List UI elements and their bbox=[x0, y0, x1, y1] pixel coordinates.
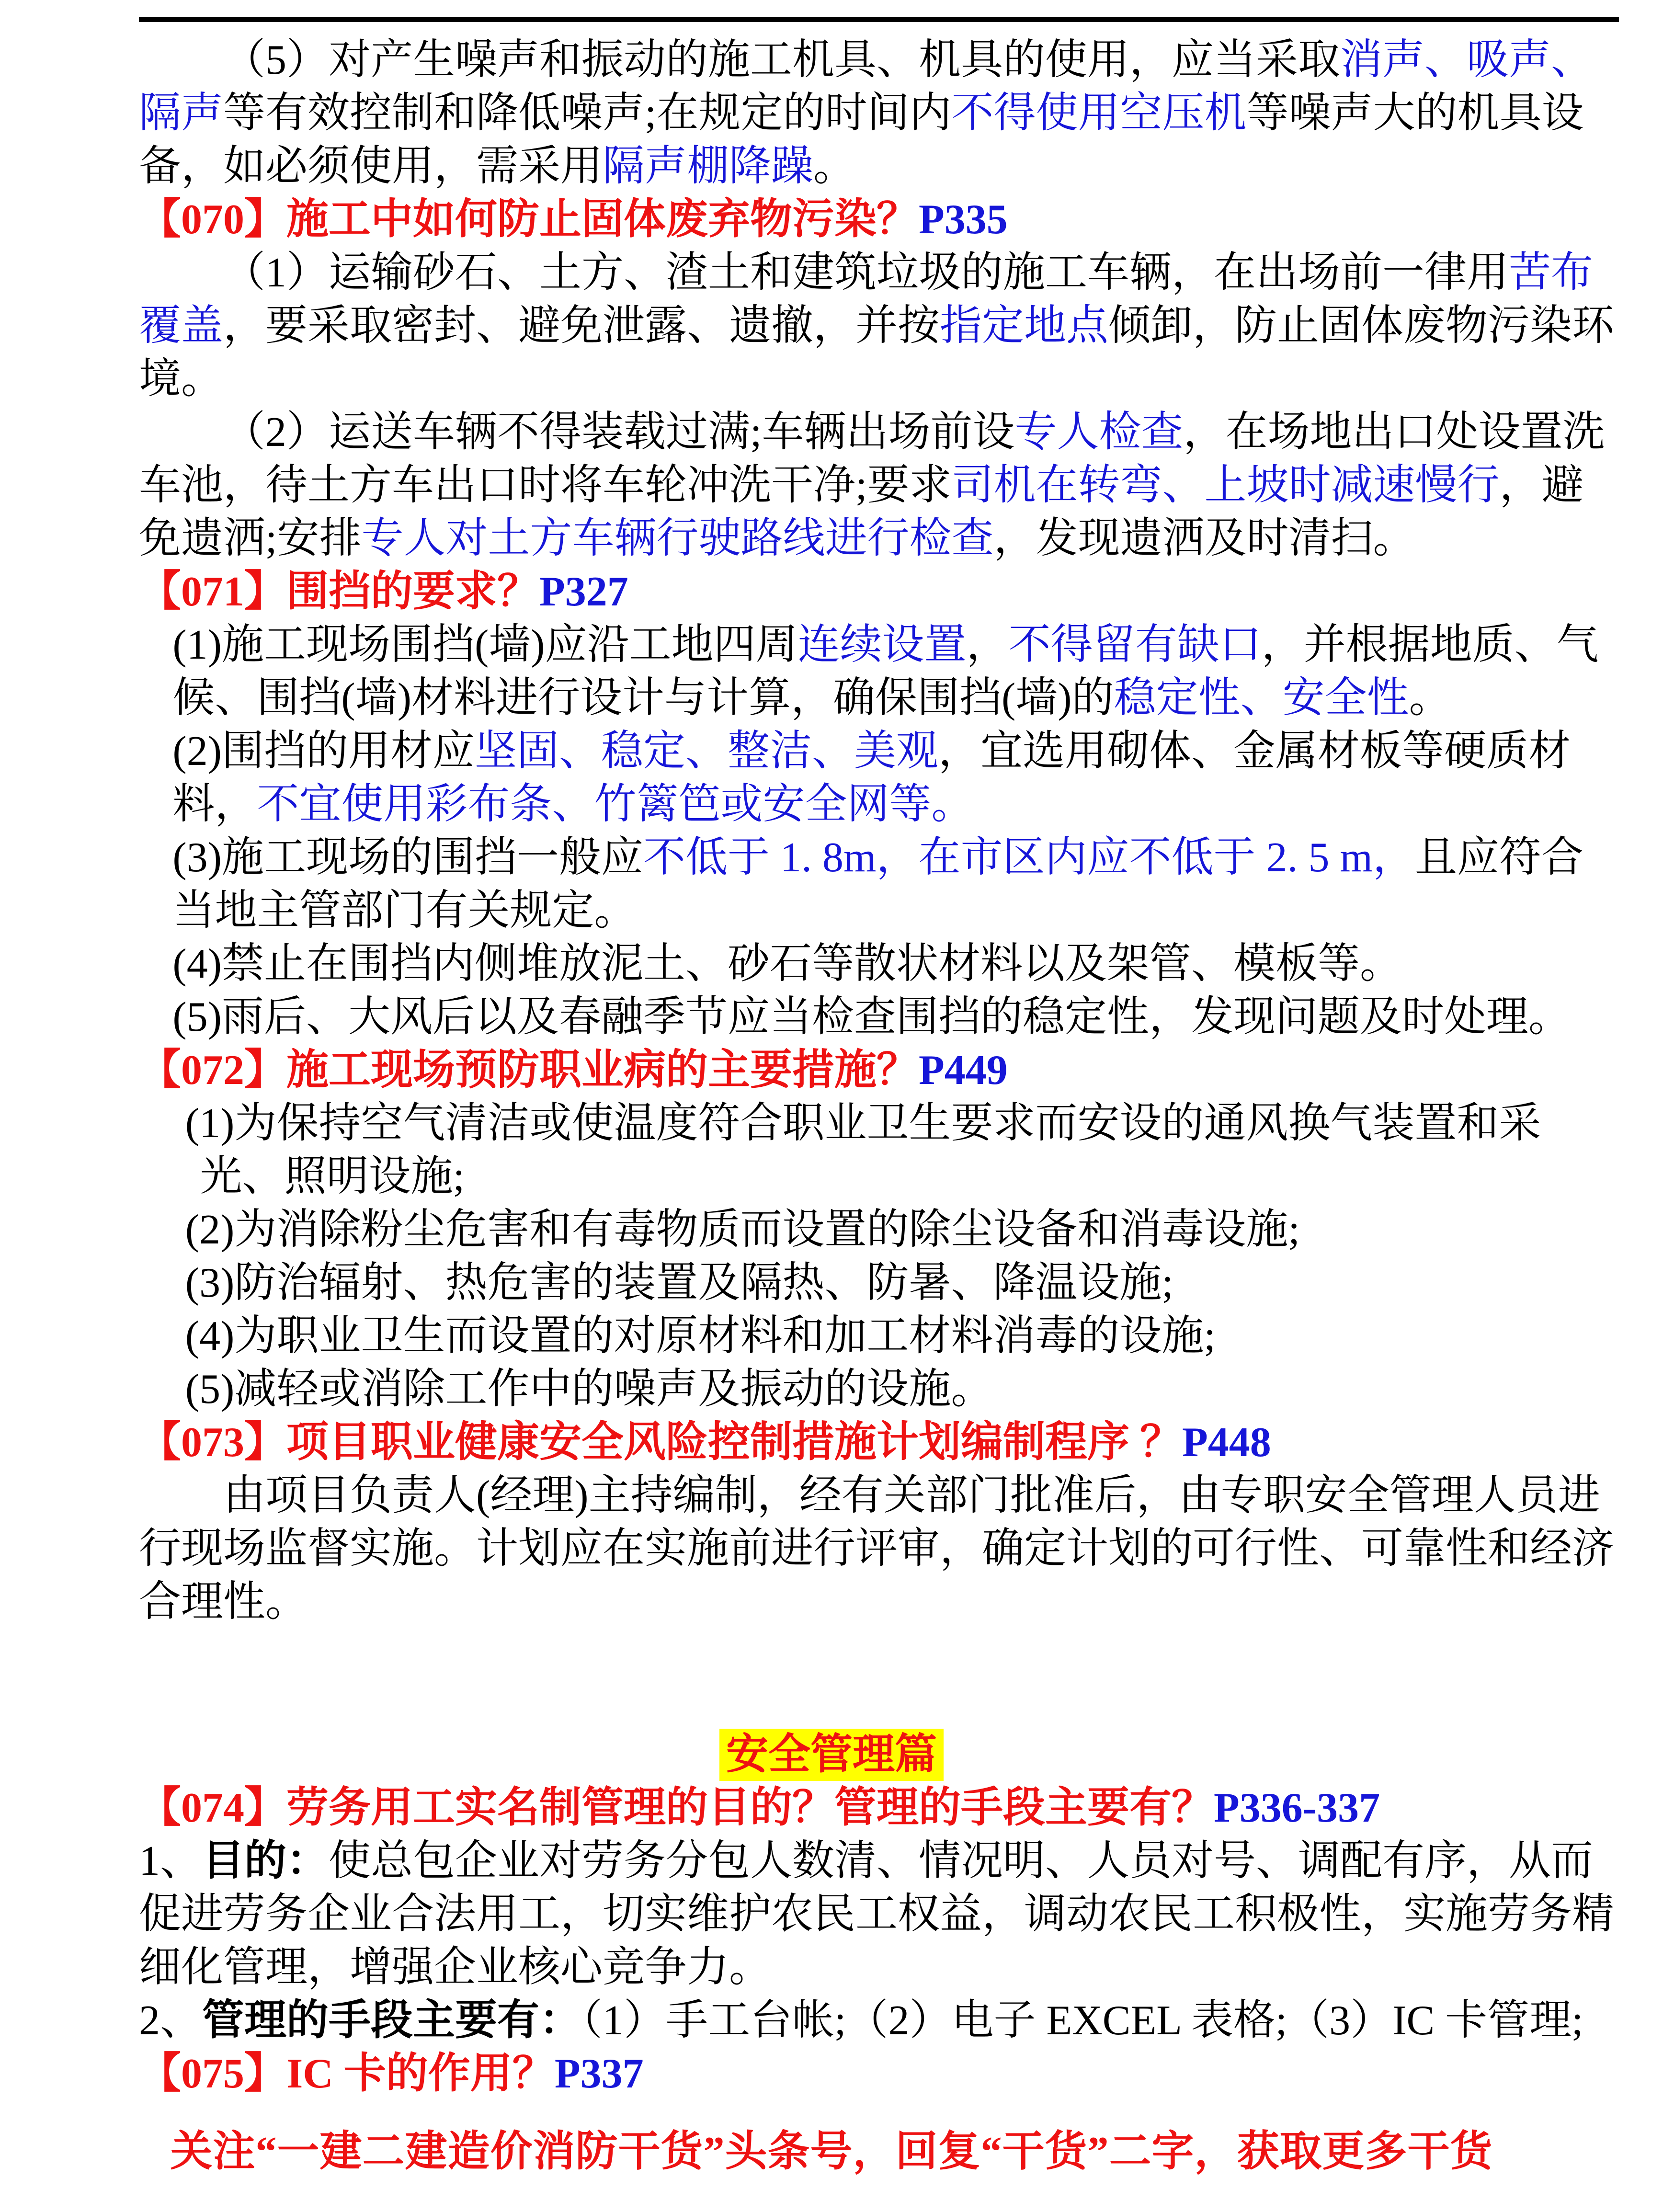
text-segment: 稳定性、安全性 bbox=[1114, 675, 1409, 721]
para-072-item-2 bbox=[139, 1203, 1619, 1256]
text-segment: 【074】劳务用工实名制管理的目的？管理的手段主要有？ bbox=[139, 1785, 1214, 1831]
para-072-item-4 bbox=[139, 1310, 1619, 1363]
heading-074 bbox=[139, 1781, 1619, 1835]
text-segment: 【072】施工现场预防职业病的主要措施？ bbox=[139, 1047, 919, 1094]
text-segment: (1)为保持空气清洁或使温度符合职业卫生要求而安设的通风换气装置和采光、照明设施; bbox=[185, 1100, 1541, 1200]
para-072-item-1 bbox=[139, 1097, 1619, 1203]
text-segment: 由项目负责人(经理)主持编制，经有关部门批准后，由专职安全管理人员进行现场监督实施。计划应在实施前进行评审，确定计划的可行性、可靠性和经济合理性。 bbox=[139, 1472, 1615, 1625]
text-segment: 不低于 1. 8m，在市区内应不低于 2. 5 m， bbox=[643, 834, 1415, 881]
top-rule bbox=[139, 17, 1619, 22]
heading-070 bbox=[139, 193, 1619, 246]
heading-072 bbox=[139, 1044, 1619, 1097]
text-segment: ，宜选用砌体、金属材板等硬质材料， bbox=[172, 728, 1571, 828]
text-segment: P327 bbox=[539, 569, 628, 615]
text-segment: 【070】施工中如何防止固体废弃物污染？ bbox=[139, 196, 919, 243]
text-segment: 【071】围挡的要求？ bbox=[139, 569, 540, 615]
text-segment: 隔声棚降躁 bbox=[603, 143, 814, 190]
heading-075 bbox=[139, 2047, 1619, 2100]
text-segment: (5)雨后、大风后以及春融季节应当检查围挡的稳定性，发现问题及时处理。 bbox=[172, 994, 1571, 1040]
text-segment: (3)施工现场的围挡一般应 bbox=[172, 834, 644, 881]
text-segment: 苦布覆盖 bbox=[139, 250, 1594, 349]
text-segment: 不得使用空压机 bbox=[951, 90, 1247, 137]
para-071-item-2 bbox=[139, 725, 1619, 831]
text-segment: ， bbox=[966, 622, 1009, 668]
para-noise-measure-5 bbox=[139, 34, 1619, 193]
text-segment: P337 bbox=[554, 2051, 644, 2097]
text-segment: 管理的手段主要有： bbox=[202, 1997, 582, 2044]
text-segment: 使总包企业对劳务分包人数清、情况明、人员对号、调配有序，从而促进劳务企业合法用工，切实维护农民工权益，调动农民工积极性，实施劳务精细化管理，增强企业核心竞争力。 bbox=[139, 1838, 1615, 1991]
para-074-means bbox=[139, 1994, 1619, 2047]
para-071-item-5 bbox=[139, 991, 1619, 1044]
text-segment: 目的： bbox=[202, 1838, 329, 1884]
para-074-purpose bbox=[139, 1835, 1619, 1994]
text-segment: 1、 bbox=[139, 1838, 203, 1884]
text-segment: (5)减轻或消除工作中的噪声及振动的设施。 bbox=[185, 1366, 993, 1413]
text-segment: 。 bbox=[813, 143, 856, 190]
section-title-safety-management bbox=[0, 1728, 1663, 1781]
heading-071 bbox=[139, 565, 1619, 618]
para-070-item-1 bbox=[139, 246, 1619, 406]
text-segment: （1）手工台帐;（2）电子 EXCEL 表格;（3）IC 卡管理; bbox=[581, 1997, 1583, 2044]
text-segment: (2)为消除粉尘危害和有毒物质而设置的除尘设备和消毒设施; bbox=[185, 1207, 1300, 1253]
text-segment: 且应符合当地主管部门有关规定。 bbox=[172, 834, 1583, 934]
para-072-item-5 bbox=[139, 1363, 1619, 1416]
text-segment: ，避免遗洒;安排 bbox=[139, 462, 1584, 562]
text-segment: ，并根据地质、气候、围挡(墙)材料进行设计与计算，确保围挡(墙)的 bbox=[172, 622, 1599, 721]
para-071-item-4 bbox=[139, 937, 1619, 991]
text-segment: （2）运送车辆不得装载过满;车辆出场前设 bbox=[223, 409, 1015, 456]
text-segment: 司机在转弯、上坡时减速慢行 bbox=[951, 462, 1500, 509]
text-segment: 等有效控制和降低噪声;在规定的时间内 bbox=[223, 90, 952, 137]
text-segment: ，发现遗洒及时清扫。 bbox=[993, 515, 1415, 562]
text-segment: 专人对土方车辆行驶路线进行检查 bbox=[361, 515, 994, 562]
text-segment: 倾卸，防止固体废物污染环境。 bbox=[139, 303, 1615, 402]
para-070-item-2 bbox=[139, 406, 1619, 565]
heading-073 bbox=[139, 1416, 1619, 1469]
text-segment: 专人检查 bbox=[1014, 409, 1184, 456]
text-segment: ，在场地出口处设置洗车池，待土方车出口时将车轮冲洗干净;要求 bbox=[139, 409, 1605, 509]
text-segment: 【075】IC 卡的作用？ bbox=[139, 2051, 555, 2097]
text-segment: 不宜使用彩布条、竹篱笆或安全网等。 bbox=[257, 781, 974, 828]
para-073-body bbox=[139, 1469, 1619, 1629]
para-072-item-3 bbox=[139, 1256, 1619, 1310]
text-segment: 指定地点 bbox=[940, 303, 1109, 349]
text-segment: 消声、吸声、隔声 bbox=[139, 37, 1594, 137]
footer-promo-note bbox=[0, 2125, 1663, 2178]
text-segment: 【073】项目职业健康安全风险控制措施计划编制程序 ？ bbox=[139, 1419, 1183, 1466]
text-segment: 连续设置 bbox=[797, 622, 967, 668]
text-segment: 关注“一建二建造价消防干货”头条号，回复“干货”二字，获取更多干货 bbox=[170, 2129, 1493, 2175]
text-segment: (4)禁止在围挡内侧堆放泥土、砂石等散状材料以及架管、模板等。 bbox=[172, 941, 1402, 987]
text-segment: ，要采取密封、避免泄露、遗撤，并按 bbox=[223, 303, 940, 349]
text-segment: (4)为职业卫生而设置的对原材料和加工材料消毒的设施; bbox=[185, 1313, 1216, 1359]
text-segment: 不得留有缺口 bbox=[1008, 622, 1262, 668]
text-segment: 坚固、稳定、整洁、美观 bbox=[475, 728, 939, 775]
text-segment: 安全管理篇 bbox=[719, 1729, 944, 1781]
text-segment: P448 bbox=[1182, 1419, 1271, 1466]
document-body bbox=[139, 34, 1619, 2178]
text-segment: (3)防治辐射、热危害的装置及隔热、防暑、降温设施; bbox=[185, 1260, 1173, 1306]
text-segment: （5）对产生噪声和振动的施工机具、机具的使用，应当采取 bbox=[223, 37, 1341, 83]
text-segment: P336-337 bbox=[1214, 1785, 1380, 1831]
text-segment: 2、 bbox=[139, 1997, 203, 2044]
text-segment: (1)施工现场围挡(墙)应沿工地四周 bbox=[172, 622, 798, 668]
text-segment: 。 bbox=[1409, 675, 1451, 721]
text-segment: P449 bbox=[919, 1047, 1008, 1094]
para-071-item-1 bbox=[139, 618, 1619, 725]
text-segment: 等噪声大的机具设备，如必须使用，需采用 bbox=[139, 90, 1584, 190]
text-segment: （1）运输砂石、土方、渣土和建筑垃圾的施工车辆，在出场前一律用 bbox=[223, 250, 1509, 296]
para-071-item-3 bbox=[139, 831, 1619, 937]
text-segment: P335 bbox=[919, 196, 1008, 243]
text-segment: (2)围挡的用材应 bbox=[172, 728, 475, 775]
